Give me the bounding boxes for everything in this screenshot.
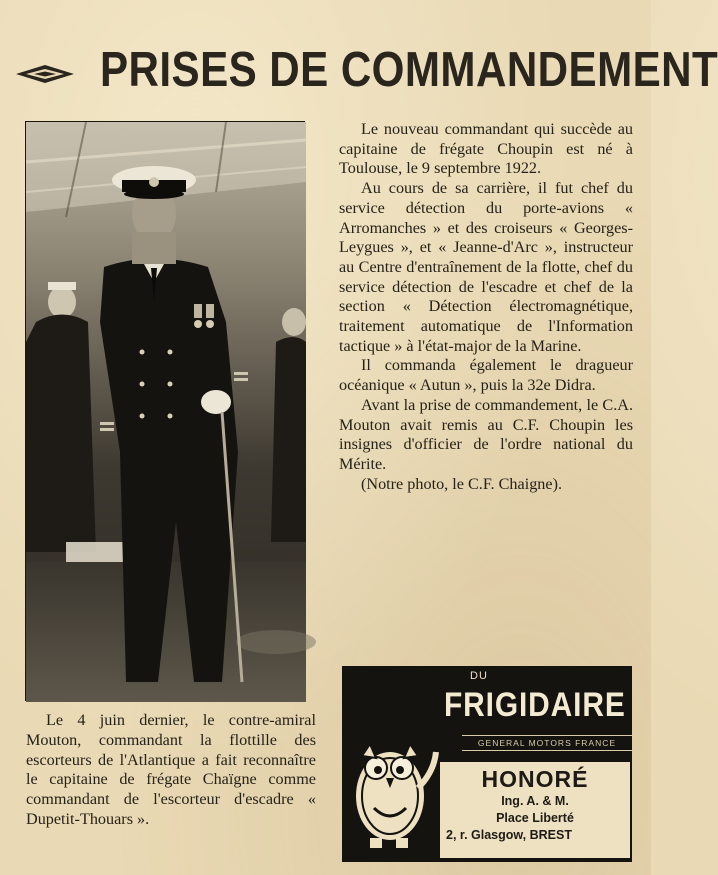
dealer-place: Place Liberté [496,811,574,825]
dealer-box [438,760,632,860]
article-paragraph: Avant la prise de commandement, le C.A. Mouton avait remis au C.F. Choupin les insignes d'officier de l'ordre national du Mérite. [339,395,633,473]
photo-caption: Le 4 juin dernier, le contre-amiral Mouton, commandant la flottille des escorteurs de l'Atlantique a fait reconnaître le capitaine de frégate Chaïgne comme commandant de l'escorteur d'escadre « Dupetit-Thouars ». [26,711,316,828]
article-paragraph: Au cours de sa carrière, il fut chef du service détection du porte-avions « Arromanches » et des croiseurs « Georges-Leygues », et « Jeanne-d'Arc », instructeur au Centre d'entraînement de la flotte, chef du service détection de l'escadre et chef de la section « Détection électromagnétique, traitement automatique de l'Information tactique » à l'état-major de la Marine. [339,179,633,355]
diamond-ornament-icon [16,64,74,84]
article-paragraph: (Notre photo, le C.F. Chaigne). [361,474,563,493]
ad-brand: FRIGIDAIRE [444,686,626,724]
headline [16,43,718,108]
dealer-address: 2, r. Glasgow, BREST [446,828,572,842]
owl-mascot-icon [348,712,438,862]
officer-photo-image [26,122,306,702]
article-body [339,120,633,494]
article-paragraph: Le nouveau commandant qui succède au capitaine de frégate Choupin est né à Toulouse, le 9 septembre 1922. [339,120,633,178]
headline-title: PRISES DE COMMANDEMENT [100,43,718,97]
article-paragraph: Il commanda également le dragueur océanique « Autun », puis la 32e Didra. [339,356,633,395]
ad-logo-mark: DU [470,670,488,682]
ad-subtitle: GENERAL MOTORS FRANCE [462,735,632,751]
dealer-name: HONORÉ [481,766,589,792]
dealer-title: Ing. A. & M. [501,794,569,808]
officer-photo [25,121,305,701]
frigidaire-advertisement [342,666,632,862]
